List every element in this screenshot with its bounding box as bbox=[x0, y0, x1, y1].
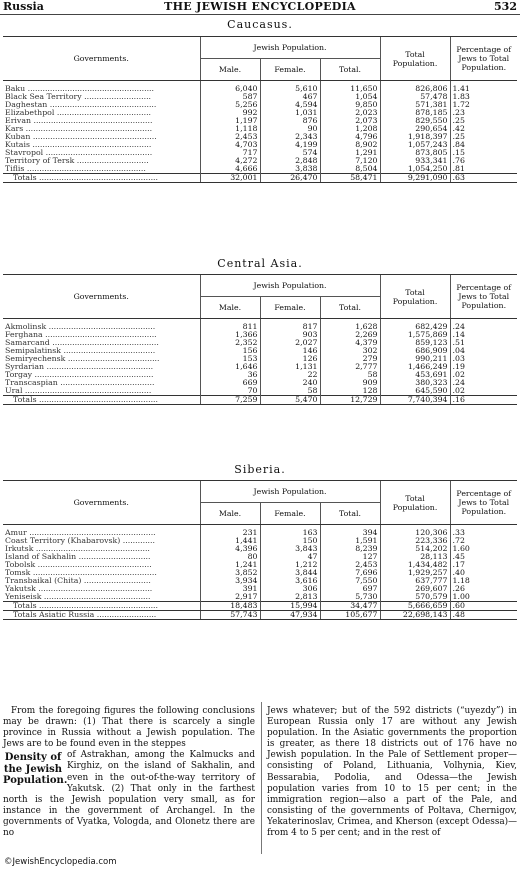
cell-female: 58 bbox=[260, 387, 320, 396]
cell-population: 686,909 bbox=[380, 347, 450, 355]
cell-total: 2,453 bbox=[320, 561, 380, 569]
cell-population: 290,654 bbox=[380, 125, 450, 133]
cell-male: 18,483 bbox=[200, 602, 260, 611]
cell-male: 587 bbox=[200, 93, 260, 101]
cell-male: 391 bbox=[200, 585, 260, 593]
cell-total: 302 bbox=[320, 347, 380, 355]
cell-population: 829,550 bbox=[380, 117, 450, 125]
cell-male: 153 bbox=[200, 355, 260, 363]
col-male: Male. bbox=[200, 503, 260, 525]
cell-male: 2,352 bbox=[200, 339, 260, 347]
cell-total: 4,379 bbox=[320, 339, 380, 347]
government-name: Transcaspian ...................................... bbox=[5, 379, 155, 387]
population-table bbox=[3, 274, 517, 405]
cell-female: 3,838 bbox=[260, 165, 320, 174]
government-name: Transbaikal (Chita) ........................... bbox=[5, 577, 151, 585]
cell-population: 380,323 bbox=[380, 379, 450, 387]
cell-male: 6,040 bbox=[200, 85, 260, 93]
cell-total: 2,073 bbox=[320, 117, 380, 125]
cell-percentage: .14 bbox=[450, 331, 517, 339]
col-total: Total. bbox=[320, 297, 380, 319]
table-row bbox=[3, 141, 517, 149]
cell-female: 903 bbox=[260, 331, 320, 339]
population-table bbox=[3, 480, 517, 620]
government-name: Tiflis ................................................ bbox=[5, 165, 146, 173]
table-row bbox=[3, 537, 517, 545]
col-female: Female. bbox=[260, 297, 320, 319]
table-row bbox=[3, 149, 517, 157]
grand-totals-row bbox=[3, 611, 517, 620]
cell-total: 128 bbox=[320, 387, 380, 396]
cell-male: 32,001 bbox=[200, 174, 260, 183]
cell-female: 1,212 bbox=[260, 561, 320, 569]
government-name: Kuban .................................................. bbox=[5, 133, 157, 141]
section-title: Siberia. bbox=[234, 463, 286, 476]
table-row bbox=[3, 125, 517, 133]
sidenote: Density of the Jewish Population. bbox=[3, 752, 68, 787]
government-name: Daghestan ........................................... bbox=[5, 101, 157, 109]
page-header bbox=[0, 0, 520, 15]
col-total-population: Total Population. bbox=[380, 275, 450, 319]
cell-total: 697 bbox=[320, 585, 380, 593]
table-row bbox=[3, 387, 517, 396]
cell-female: 5,470 bbox=[260, 396, 320, 405]
cell-total: 1,591 bbox=[320, 537, 380, 545]
cell-percentage: .48 bbox=[450, 611, 517, 620]
prose-right-column bbox=[267, 706, 517, 839]
cell-total: 12,729 bbox=[320, 396, 380, 405]
cell-male: 4,666 bbox=[200, 165, 260, 174]
cell-female: 817 bbox=[260, 323, 320, 331]
government-name: Territory of Tersk ............................. bbox=[5, 157, 149, 165]
cell-population: 990,211 bbox=[380, 355, 450, 363]
cell-population: 1,929,257 bbox=[380, 569, 450, 577]
cell-population: 859,123 bbox=[380, 339, 450, 347]
table-row bbox=[3, 553, 517, 561]
cell-female: 240 bbox=[260, 379, 320, 387]
cell-total: 34,477 bbox=[320, 602, 380, 611]
table-row bbox=[3, 355, 517, 363]
cell-male: 1,366 bbox=[200, 331, 260, 339]
cell-total: 1,054 bbox=[320, 93, 380, 101]
cell-percentage: .25 bbox=[450, 117, 517, 125]
section-title: Caucasus. bbox=[227, 18, 293, 31]
cell-male: 5,256 bbox=[200, 101, 260, 109]
cell-female: 146 bbox=[260, 347, 320, 355]
header-title: THE JEWISH ENCYCLOPEDIA bbox=[164, 0, 356, 13]
government-name: Torgay ................................................ bbox=[5, 371, 154, 379]
table-row bbox=[3, 529, 517, 537]
table-row bbox=[3, 157, 517, 165]
cell-female: 47 bbox=[260, 553, 320, 561]
government-name: Syrdarian ........................................... bbox=[5, 363, 154, 371]
col-female: Female. bbox=[260, 59, 320, 81]
cell-total: 7,550 bbox=[320, 577, 380, 585]
table-row bbox=[3, 569, 517, 577]
government-name: Island of Sakhalin ............................. bbox=[5, 553, 151, 561]
table-row bbox=[3, 85, 517, 93]
cell-total: 58,471 bbox=[320, 174, 380, 183]
cell-percentage: .45 bbox=[450, 553, 517, 561]
cell-total: 909 bbox=[320, 379, 380, 387]
cell-total: 2,269 bbox=[320, 331, 380, 339]
cell-percentage: .02 bbox=[450, 387, 517, 396]
cell-female: 163 bbox=[260, 529, 320, 537]
cell-percentage: .76 bbox=[450, 157, 517, 165]
cell-percentage: .15 bbox=[450, 149, 517, 157]
cell-percentage: 1.18 bbox=[450, 577, 517, 585]
col-total-population: Total Population. bbox=[380, 481, 450, 525]
cell-male: 1,441 bbox=[200, 537, 260, 545]
cell-female: 5,610 bbox=[260, 85, 320, 93]
cell-population: 826,806 bbox=[380, 85, 450, 93]
cell-female: 126 bbox=[260, 355, 320, 363]
col-male: Male. bbox=[200, 59, 260, 81]
government-name: Semiryechensk ..................................... bbox=[5, 355, 160, 363]
col-jewish-population: Jewish Population. bbox=[200, 481, 380, 503]
government-name: Baku ................................................... bbox=[5, 85, 155, 93]
cell-male: 3,934 bbox=[200, 577, 260, 585]
government-name: Elizabethpol ...................................... bbox=[5, 109, 152, 117]
cell-male: 7,259 bbox=[200, 396, 260, 405]
cell-male: 4,272 bbox=[200, 157, 260, 165]
cell-total: 1,208 bbox=[320, 125, 380, 133]
cell-male: 717 bbox=[200, 149, 260, 157]
cell-male: 1,118 bbox=[200, 125, 260, 133]
table-row bbox=[3, 585, 517, 593]
col-percentage: Percentage of Jews to Total Population. bbox=[450, 37, 517, 81]
page-number: 532 bbox=[494, 0, 517, 13]
cell-female: 306 bbox=[260, 585, 320, 593]
table-row bbox=[3, 109, 517, 117]
cell-female: 2,848 bbox=[260, 157, 320, 165]
cell-male: 669 bbox=[200, 379, 260, 387]
prose-left-b: of Astrakhan, among the Kalmucks and Kirghiz, on the island of Sakhalin, and even in the out-of-the-way territory of Yakutsk. (2) That only in the farthest north is the Jewish population very small, as for instance in the government of Archangel. In the governments of Vyatka, Vologda, and Olonetz there are no bbox=[3, 750, 255, 839]
cell-population: 1,575,869 bbox=[380, 331, 450, 339]
table-row bbox=[3, 101, 517, 109]
cell-male: 4,396 bbox=[200, 545, 260, 553]
table-row bbox=[3, 577, 517, 585]
cell-female: 47,934 bbox=[260, 611, 320, 620]
col-governments: Governments. bbox=[3, 275, 200, 319]
cell-total: 7,696 bbox=[320, 569, 380, 577]
cell-percentage: .04 bbox=[450, 347, 517, 355]
cell-total: 8,902 bbox=[320, 141, 380, 149]
cell-male: 156 bbox=[200, 347, 260, 355]
col-male: Male. bbox=[200, 297, 260, 319]
government-name: Tobolsk .............................................. bbox=[5, 561, 152, 569]
cell-percentage: .42 bbox=[450, 125, 517, 133]
table-row bbox=[3, 363, 517, 371]
cell-percentage: .02 bbox=[450, 371, 517, 379]
cell-female: 574 bbox=[260, 149, 320, 157]
prose-left-column bbox=[3, 706, 255, 839]
col-female: Female. bbox=[260, 503, 320, 525]
table-row bbox=[3, 339, 517, 347]
col-percentage: Percentage of Jews to Total Population. bbox=[450, 275, 517, 319]
cell-percentage: .24 bbox=[450, 323, 517, 331]
table-row bbox=[3, 93, 517, 101]
col-total: Total. bbox=[320, 59, 380, 81]
government-name: Samarcand ........................................... bbox=[5, 339, 159, 347]
cell-male: 1,646 bbox=[200, 363, 260, 371]
government-name: Kutais ................................................ bbox=[5, 141, 152, 149]
cell-population: 570,579 bbox=[380, 593, 450, 602]
prose-right: Jews whatever; but of the 592 districts (“uyezdy”) in European Russia only 17 are without any Jewish population. In the Asiatic governments the proportion is greater, as there 18 districts out of 176 have no Jewish population. In the Pale of Settlement proper—consisting of Poland, Lithuania, Volhynia, Kiev, Bessarabia, Podolia, and Odessa—the Jewish population varies from 10 to 15 per cent; in the immigration region—also a part of the Pale, and consisting of the governments of Poltava, Chernigov, Yekaterinoslav, Crimea, and Kherson (except Odessa)—from 4 to 5 per cent; and in the rest of bbox=[267, 706, 517, 839]
totals-label: Totals ................................................ bbox=[3, 396, 200, 405]
cell-percentage: .17 bbox=[450, 561, 517, 569]
cell-population: 28,113 bbox=[380, 553, 450, 561]
cell-female: 876 bbox=[260, 117, 320, 125]
prose-left-a: From the foregoing figures the following conclusions may be drawn: (1) That there is scarcely a single province in Russia without a Jewish population. The Jews are to be found even in the steppes bbox=[3, 706, 255, 750]
government-name: Semipalatinsk ..................................... bbox=[5, 347, 156, 355]
cell-total: 2,023 bbox=[320, 109, 380, 117]
col-percentage: Percentage of Jews to Total Population. bbox=[450, 481, 517, 525]
cell-female: 3,616 bbox=[260, 577, 320, 585]
cell-percentage: .19 bbox=[450, 363, 517, 371]
totals-row bbox=[3, 174, 517, 183]
totals-label: Totals ................................................ bbox=[3, 602, 200, 611]
cell-population: 120,306 bbox=[380, 529, 450, 537]
cell-percentage: .03 bbox=[450, 355, 517, 363]
cell-total: 279 bbox=[320, 355, 380, 363]
cell-female: 4,199 bbox=[260, 141, 320, 149]
cell-total: 1,628 bbox=[320, 323, 380, 331]
cell-male: 80 bbox=[200, 553, 260, 561]
government-name: Yeniseisk ........................................... bbox=[5, 593, 151, 601]
cell-population: 453,691 bbox=[380, 371, 450, 379]
col-jewish-population: Jewish Population. bbox=[200, 275, 380, 297]
table-row bbox=[3, 545, 517, 553]
cell-total: 9,850 bbox=[320, 101, 380, 109]
col-total: Total. bbox=[320, 503, 380, 525]
cell-male: 3,852 bbox=[200, 569, 260, 577]
totals-label: Totals Asiatic Russia ........................ bbox=[3, 611, 200, 620]
cell-population: 1,054,250 bbox=[380, 165, 450, 174]
cell-population: 1,918,397 bbox=[380, 133, 450, 141]
cell-percentage: 1.00 bbox=[450, 593, 517, 602]
cell-total: 1,291 bbox=[320, 149, 380, 157]
cell-population: 682,429 bbox=[380, 323, 450, 331]
cell-population: 7,740,394 bbox=[380, 396, 450, 405]
cell-population: 637,777 bbox=[380, 577, 450, 585]
government-name: Yakutsk .............................................. bbox=[5, 585, 153, 593]
cell-total: 11,650 bbox=[320, 85, 380, 93]
cell-total: 8,239 bbox=[320, 545, 380, 553]
totals-row bbox=[3, 396, 517, 405]
cell-percentage: .63 bbox=[450, 174, 517, 183]
cell-total: 2,777 bbox=[320, 363, 380, 371]
header-left: Russia bbox=[3, 0, 44, 13]
cell-female: 2,027 bbox=[260, 339, 320, 347]
cell-male: 992 bbox=[200, 109, 260, 117]
cell-population: 1,057,243 bbox=[380, 141, 450, 149]
cell-population: 873,805 bbox=[380, 149, 450, 157]
cell-total: 58 bbox=[320, 371, 380, 379]
government-name: Ferghana ............................................. bbox=[5, 331, 157, 339]
cell-percentage: .51 bbox=[450, 339, 517, 347]
totals-label: Totals ................................................ bbox=[3, 174, 200, 183]
table-row bbox=[3, 331, 517, 339]
cell-female: 3,843 bbox=[260, 545, 320, 553]
cell-percentage: 1.72 bbox=[450, 101, 517, 109]
footer-link[interactable]: ©JewishEncyclopedia.com bbox=[4, 857, 117, 867]
totals-row bbox=[3, 602, 517, 611]
cell-male: 70 bbox=[200, 387, 260, 396]
cell-percentage: .26 bbox=[450, 585, 517, 593]
population-table bbox=[3, 36, 517, 183]
table-row bbox=[3, 561, 517, 569]
cell-percentage: .81 bbox=[450, 165, 517, 174]
government-name: Akmolinsk ........................................... bbox=[5, 323, 156, 331]
cell-percentage: .84 bbox=[450, 141, 517, 149]
cell-female: 15,994 bbox=[260, 602, 320, 611]
table-row bbox=[3, 133, 517, 141]
cell-percentage: .25 bbox=[450, 133, 517, 141]
cell-total: 105,677 bbox=[320, 611, 380, 620]
cell-population: 1,434,482 bbox=[380, 561, 450, 569]
cell-percentage: .33 bbox=[450, 529, 517, 537]
table-row bbox=[3, 379, 517, 387]
cell-percentage: .24 bbox=[450, 379, 517, 387]
cell-male: 2,917 bbox=[200, 593, 260, 602]
government-name: Irkutsk .............................................. bbox=[5, 545, 150, 553]
cell-female: 3,844 bbox=[260, 569, 320, 577]
cell-population: 1,466,249 bbox=[380, 363, 450, 371]
government-name: Black Sea Territory ........................... bbox=[5, 93, 152, 101]
government-name: Erivan ................................................ bbox=[5, 117, 153, 125]
cell-female: 150 bbox=[260, 537, 320, 545]
table-row bbox=[3, 117, 517, 125]
cell-female: 467 bbox=[260, 93, 320, 101]
cell-population: 223,336 bbox=[380, 537, 450, 545]
government-name: Kars ................................................... bbox=[5, 125, 153, 133]
cell-percentage: .23 bbox=[450, 109, 517, 117]
cell-female: 22 bbox=[260, 371, 320, 379]
table-row bbox=[3, 371, 517, 379]
cell-female: 1,131 bbox=[260, 363, 320, 371]
col-governments: Governments. bbox=[3, 37, 200, 81]
cell-population: 878,185 bbox=[380, 109, 450, 117]
cell-female: 4,594 bbox=[260, 101, 320, 109]
col-jewish-population: Jewish Population. bbox=[200, 37, 380, 59]
col-governments: Governments. bbox=[3, 481, 200, 525]
cell-population: 571,381 bbox=[380, 101, 450, 109]
cell-male: 1,197 bbox=[200, 117, 260, 125]
cell-female: 2,813 bbox=[260, 593, 320, 602]
cell-male: 57,743 bbox=[200, 611, 260, 620]
cell-male: 1,241 bbox=[200, 561, 260, 569]
government-name: Coast Territory (Khabarovsk) ............. bbox=[5, 537, 155, 545]
cell-population: 9,291,090 bbox=[380, 174, 450, 183]
cell-total: 127 bbox=[320, 553, 380, 561]
cell-percentage: 1.41 bbox=[450, 85, 517, 93]
cell-male: 231 bbox=[200, 529, 260, 537]
section-title: Central Asia. bbox=[217, 257, 303, 270]
cell-total: 394 bbox=[320, 529, 380, 537]
cell-percentage: .72 bbox=[450, 537, 517, 545]
cell-total: 8,504 bbox=[320, 165, 380, 174]
cell-population: 933,341 bbox=[380, 157, 450, 165]
cell-male: 2,453 bbox=[200, 133, 260, 141]
cell-population: 645,590 bbox=[380, 387, 450, 396]
government-name: Ural ................................................... bbox=[5, 387, 152, 395]
cell-total: 7,120 bbox=[320, 157, 380, 165]
cell-total: 5,730 bbox=[320, 593, 380, 602]
table-row bbox=[3, 593, 517, 602]
cell-percentage: .40 bbox=[450, 569, 517, 577]
cell-population: 514,202 bbox=[380, 545, 450, 553]
cell-percentage: .16 bbox=[450, 396, 517, 405]
table-row bbox=[3, 165, 517, 174]
table-row bbox=[3, 347, 517, 355]
government-name: Tomsk .................................................. bbox=[5, 569, 157, 577]
col-total-population: Total Population. bbox=[380, 37, 450, 81]
cell-percentage: 1.60 bbox=[450, 545, 517, 553]
cell-population: 269,607 bbox=[380, 585, 450, 593]
cell-population: 57,478 bbox=[380, 93, 450, 101]
cell-population: 5,666,659 bbox=[380, 602, 450, 611]
cell-female: 26,470 bbox=[260, 174, 320, 183]
cell-male: 36 bbox=[200, 371, 260, 379]
cell-percentage: 1.83 bbox=[450, 93, 517, 101]
cell-male: 811 bbox=[200, 323, 260, 331]
table-row bbox=[3, 323, 517, 331]
cell-female: 1,031 bbox=[260, 109, 320, 117]
government-name: Amur ................................................... bbox=[5, 529, 156, 537]
cell-total: 4,796 bbox=[320, 133, 380, 141]
cell-female: 90 bbox=[260, 125, 320, 133]
column-rule bbox=[261, 702, 262, 854]
cell-male: 4,703 bbox=[200, 141, 260, 149]
cell-percentage: .60 bbox=[450, 602, 517, 611]
government-name: Stavropol ........................................... bbox=[5, 149, 153, 157]
cell-female: 2,343 bbox=[260, 133, 320, 141]
cell-population: 22,698,143 bbox=[380, 611, 450, 620]
